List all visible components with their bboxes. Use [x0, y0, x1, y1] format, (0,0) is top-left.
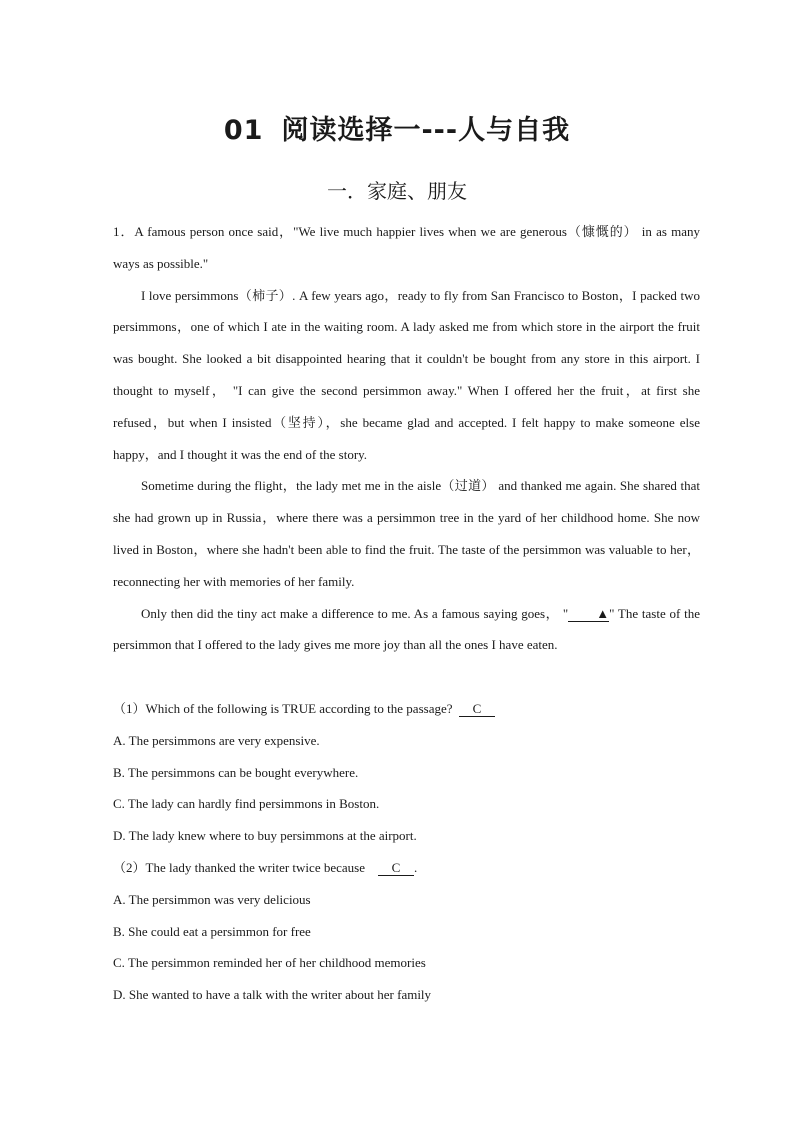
question-1-answer: C	[459, 702, 495, 717]
question-1-option-b: B. The persimmons can be bought everywhere.	[113, 764, 359, 780]
question-2-option-b: B. She could eat a persimmon for free	[113, 923, 311, 939]
unit-number: 01	[223, 115, 264, 146]
passage-paragraph-3: Sometime during the flight，the lady met me in the aisle（过道） and thanked me again. She shared that she had grown up in Russia，where there was a persimmon tree in the yard of her childhood home. She now lived in Boston，where she hadn't been able to find the fruit. The taste of the persimmon was valuable to her，reconnecting her with memories of her family.	[113, 478, 700, 589]
reading-passage	[113, 216, 700, 661]
question-1-stem: （1）Which of the following is TRUE according to the passage? C	[113, 693, 700, 725]
question-2-answer: C	[378, 861, 414, 876]
passage-paragraph-4: Only then did the tiny act make a difference to me. As a famous saying goes， " ▲" The taste of the persimmon that I offered to the lady gives me more joy than all the ones I have eaten.	[113, 605, 700, 653]
question-2-option-c: C. The persimmon reminded her of her childhood memories	[113, 955, 426, 971]
question-1-option-c: C. The lady can hardly find persimmons in Boston.	[113, 796, 380, 812]
question-1-option-d: D. The lady knew where to buy persimmons at the airport.	[113, 828, 417, 844]
question-2-option-d: D. She wanted to have a talk with the writer about her family	[113, 987, 432, 1003]
question-2-stem: （2）The lady thanked the writer twice because C .	[113, 859, 418, 875]
passage-paragraph-1: 1．A famous person once said，"We live much happier lives when we are generous（慷慨的） in as many ways as possible."	[113, 224, 700, 271]
question-1-option-a: A. The persimmons are very expensive.	[113, 732, 320, 748]
item-number: 1．	[113, 224, 135, 239]
section-heading: 一．家庭、朋友	[327, 179, 467, 203]
question-list	[113, 693, 700, 1011]
passage-paragraph-2: I love persimmons（柿子）. A few years ago，ready to fly from San Francisco to Boston，I packed two persimmons，one of which I ate in the waiting room. A lady asked me from which store in the airport the fruit was bought. She looked a bit disappointed hearing that it couldn't be bought from any store in this airport. I thought to myself， "I can give the second persimmon away." When I offered her the fruit，at first she refused，but when I insisted（坚持），she became glad and accepted. I felt happy to make someone else happy，and I thought it was the end of the story.	[113, 287, 700, 462]
page-title	[0, 108, 794, 147]
answer-blank: ▲	[568, 607, 609, 622]
unit-title: 阅读选择一---人与自我	[281, 115, 571, 146]
question-2-option-a: A. The persimmon was very delicious	[113, 891, 311, 907]
